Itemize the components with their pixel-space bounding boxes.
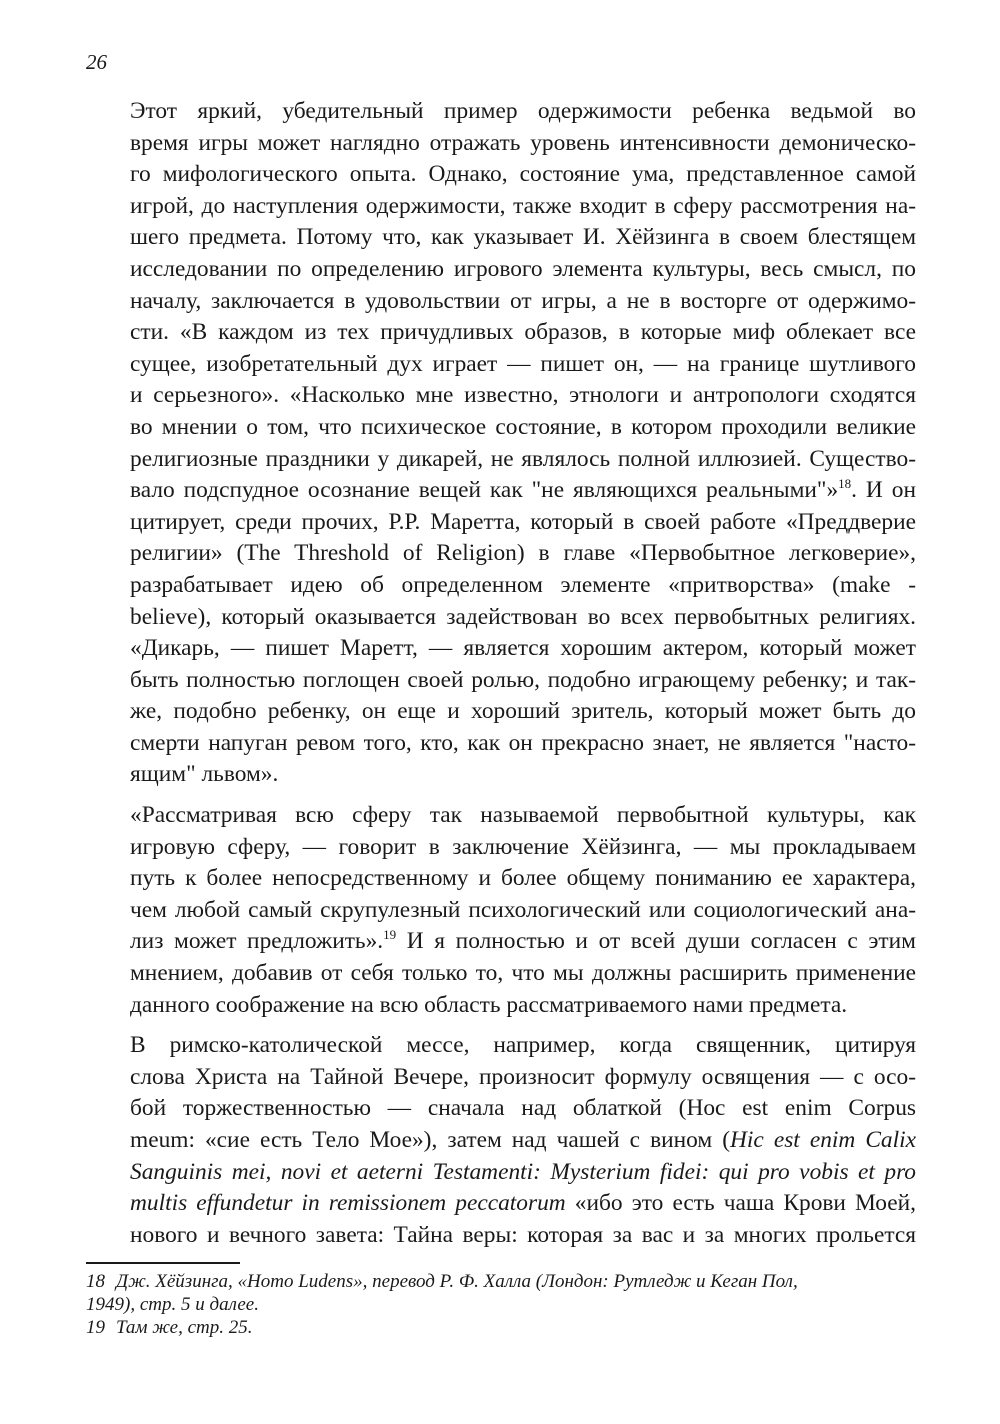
text-line: разрабатывает идею об определенном элементе «притворства» (make - <box>130 571 916 598</box>
paragraph-2 <box>86 800 916 1021</box>
text-line: Этот яркий, убедительный пример одержимости ребенка ведьмой во <box>130 98 916 124</box>
text-line: сти. «В каждом из тех причудливых образов, в которые миф облекает все <box>130 319 916 346</box>
text-line: чем любой самый скрупулезный психологический или социологический ана- <box>130 896 916 923</box>
text-line: го мифологического опыта. Однако, состояние ума, представленное самой <box>130 161 916 188</box>
footnote-separator <box>86 1262 240 1264</box>
text-line: сущее, изобретательный дух играет — пишет он, — на границе шутливого <box>130 350 916 377</box>
paragraph-3 <box>86 1030 916 1251</box>
text-line <box>86 926 916 958</box>
text-line: believe), который оказывается задействован во всех первобытных религиях. <box>130 603 916 630</box>
footnote-text: Там же, стр. 25. <box>116 1317 253 1338</box>
footnote-19 <box>86 1316 916 1339</box>
text-line <box>86 1125 916 1157</box>
text-line: «Рассматривая всю сферу так называемой первобытной культуры, как <box>130 802 916 829</box>
text-line: данного соображение на всю область рассматриваемого нами предмета. <box>130 991 848 1018</box>
latin-quote: Hic est enim Calix <box>730 1127 916 1153</box>
footnote-18 <box>86 1270 916 1316</box>
footnote-text-continuation: 1949), стр. 5 и далее. <box>86 1294 259 1315</box>
footnote-ref-19[interactable]: 19 <box>383 927 397 943</box>
footnote-number: 18 <box>86 1271 105 1292</box>
text-line: игрой, до наступления одержимости, также входит в сферу рассмотрения на- <box>130 192 916 219</box>
text-line: и серьезного». «Насколько мне известно, этнологи и антропологи сходятся <box>130 382 916 409</box>
text-line: нового и вечного завета: Тайна веры: которая за вас и за многих прольется <box>130 1221 916 1248</box>
text-line: исследовании по определению игрового элемента культуры, весь смысл, по <box>130 255 916 282</box>
body-text <box>86 96 916 1251</box>
text-line: же, подобно ребенку, он еще и хороший зритель, который может быть до <box>130 698 916 725</box>
footnote-number: 19 <box>86 1317 105 1338</box>
text-line: «Дикарь, — пишет Маретт, — является хорошим актером, который может <box>130 635 916 662</box>
footnotes <box>86 1270 916 1339</box>
latin-quote: multis effundetur in remissionem peccatorum <box>130 1190 566 1217</box>
text-line: смерти напуган ревом того, кто, как он прекрасно знает, не является "насто- <box>130 729 916 756</box>
text-line: мнением, добавив от себя только то, что мы должны расширить применение <box>130 960 916 987</box>
paragraph-1 <box>86 96 916 791</box>
text-line: бой торжественностью — сначала над облаткой (Hoc est enim Corpus <box>130 1095 916 1122</box>
text-line <box>86 1188 916 1220</box>
text-line: быть полностью поглощен своей ролью, подобно играющему ребенку; и так- <box>130 666 916 693</box>
text-segment: meum: «сие есть Тело Мое»), затем над чашей с вином ( <box>130 1127 731 1153</box>
text-line: игровую сферу, — говорит в заключение Хёйзинга, — мы прокладываем <box>130 833 916 860</box>
text-segment: «ибо это есть чаша Крови Моей, <box>565 1190 916 1217</box>
text-segment: И я полностью и от всей души согласен с этим <box>396 928 916 955</box>
text-line <box>86 475 916 507</box>
text-line: время игры может наглядно отражать уровень интенсивности демоническо- <box>130 129 916 156</box>
page-number: 26 <box>86 50 107 74</box>
footnote-text: Дж. Хёйзинга, «Homo Ludens», перевод Р. Ф. Халла (Лондон: Рутледж и Кеган Пол, <box>116 1271 798 1292</box>
footnote-ref-18[interactable]: 18 <box>838 476 852 492</box>
text-line: во мнении о том, что психическое состояние, в котором проходили великие <box>130 413 916 440</box>
text-line: шего предмета. Потому что, как указывает И. Хёйзинга в своем блестящем <box>130 224 916 251</box>
text-line-latin: Sanguinis mei, novi et aeterni Testamenti: Mysterium fidei: qui pro vobis et pro <box>130 1158 916 1185</box>
text-line: цитирует, среди прочих, Р.Р. Маретта, который в своей работе «Преддверие <box>130 508 916 535</box>
text-segment: лиз может предложить». <box>130 928 384 955</box>
text-segment: вало подспудное осознание вещей как "не являющихся реальными"» <box>130 477 839 504</box>
text-line: началу, заключается в удовольствии от игры, а не в восторге от одержимо- <box>130 287 916 314</box>
text-line: религиозные праздники у дикарей, не являлось полной иллюзией. Существо- <box>130 445 916 472</box>
text-segment: . И он <box>851 477 916 504</box>
text-line: путь к более непосредственному и более общему пониманию ее характера, <box>130 865 916 892</box>
text-line: слова Христа на Тайной Вечере, произносит формулу освящения — с осо- <box>130 1063 916 1090</box>
text-line: ящим" львом». <box>130 761 279 788</box>
text-line: В римско-католической мессе, например, когда священник, цитируя <box>130 1032 916 1059</box>
text-line: религии» (The Threshold of Religion) в главе «Первобытное легковерие», <box>130 540 916 567</box>
